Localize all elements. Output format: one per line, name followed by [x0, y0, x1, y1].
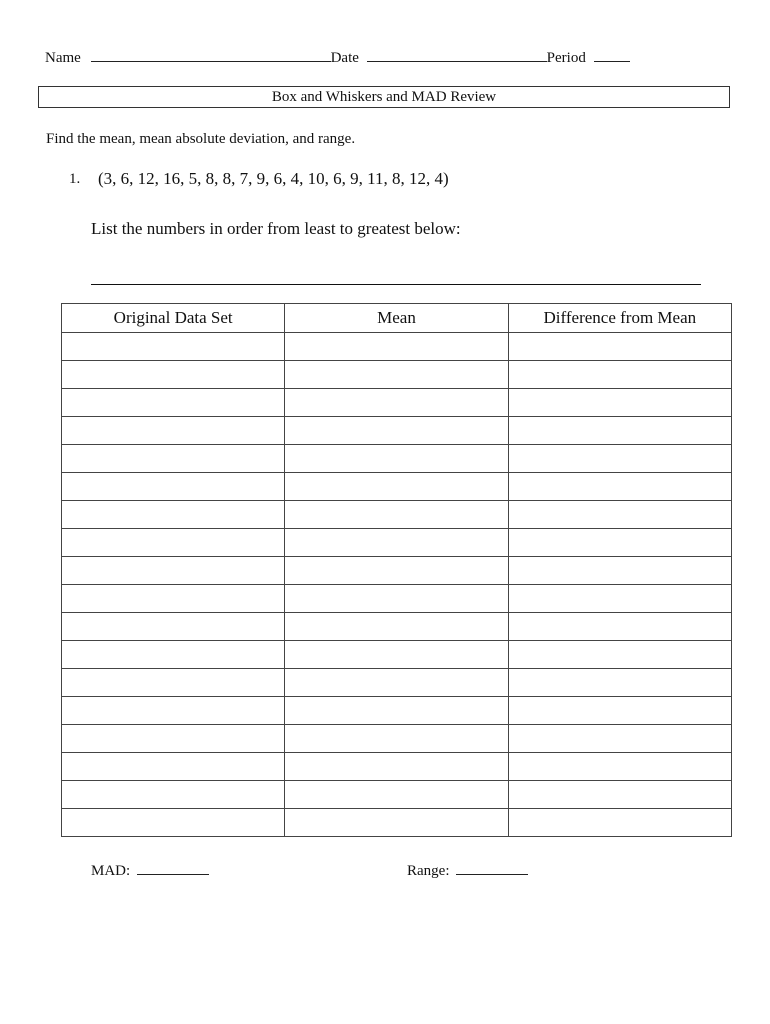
ordered-list-answer-line[interactable] — [91, 284, 701, 285]
cell-original-data-set[interactable] — [62, 585, 285, 613]
cell-difference-from-mean[interactable] — [508, 529, 731, 557]
cell-mean[interactable] — [285, 585, 508, 613]
cell-mean[interactable] — [285, 613, 508, 641]
cell-original-data-set[interactable] — [62, 333, 285, 361]
table-row — [62, 557, 732, 585]
cell-difference-from-mean[interactable] — [508, 669, 731, 697]
cell-difference-from-mean[interactable] — [508, 417, 731, 445]
cell-difference-from-mean[interactable] — [508, 725, 731, 753]
period-label: Period — [546, 50, 586, 66]
cell-mean[interactable] — [285, 389, 508, 417]
table-row — [62, 473, 732, 501]
cell-original-data-set[interactable] — [62, 613, 285, 641]
cell-difference-from-mean[interactable] — [508, 361, 731, 389]
cell-mean[interactable] — [285, 809, 508, 837]
table-row — [62, 809, 732, 837]
table-row — [62, 361, 732, 389]
instructions: Find the mean, mean absolute deviation, and range. — [46, 131, 356, 147]
cell-difference-from-mean[interactable] — [508, 501, 731, 529]
table-row — [62, 417, 732, 445]
period-field[interactable] — [594, 47, 630, 62]
table-row — [62, 529, 732, 557]
cell-mean[interactable] — [285, 753, 508, 781]
cell-difference-from-mean[interactable] — [508, 557, 731, 585]
cell-mean[interactable] — [285, 529, 508, 557]
table-header-row — [62, 304, 732, 333]
cell-mean[interactable] — [285, 557, 508, 585]
cell-mean[interactable] — [285, 445, 508, 473]
table-row — [62, 753, 732, 781]
cell-difference-from-mean[interactable] — [508, 613, 731, 641]
cell-original-data-set[interactable] — [62, 753, 285, 781]
mad-field[interactable] — [137, 860, 209, 875]
cell-original-data-set[interactable] — [62, 389, 285, 417]
cell-original-data-set[interactable] — [62, 697, 285, 725]
cell-difference-from-mean[interactable] — [508, 445, 731, 473]
cell-original-data-set[interactable] — [62, 529, 285, 557]
table-body — [62, 333, 732, 837]
cell-mean[interactable] — [285, 641, 508, 669]
worksheet-title: Box and Whiskers and MAD Review — [38, 86, 730, 108]
cell-mean[interactable] — [285, 697, 508, 725]
cell-difference-from-mean[interactable] — [508, 641, 731, 669]
cell-difference-from-mean[interactable] — [508, 697, 731, 725]
ordering-prompt: List the numbers in order from least to greatest below: — [91, 219, 461, 238]
question-number: 1. — [69, 171, 81, 187]
table-row — [62, 641, 732, 669]
table-row — [62, 613, 732, 641]
cell-difference-from-mean[interactable] — [508, 809, 731, 837]
column-header-difference-from-mean: Difference from Mean — [508, 304, 731, 333]
cell-original-data-set[interactable] — [62, 669, 285, 697]
question-data-set: (3, 6, 12, 16, 5, 8, 8, 7, 9, 6, 4, 10, 6, 9, 11, 8, 12, 4) — [98, 169, 449, 188]
header-fields — [45, 47, 630, 67]
mad-answer — [91, 860, 209, 880]
cell-original-data-set[interactable] — [62, 641, 285, 669]
date-label: Date — [330, 50, 359, 66]
cell-original-data-set[interactable] — [62, 417, 285, 445]
cell-original-data-set[interactable] — [62, 361, 285, 389]
cell-difference-from-mean[interactable] — [508, 333, 731, 361]
cell-original-data-set[interactable] — [62, 557, 285, 585]
cell-original-data-set[interactable] — [62, 445, 285, 473]
table-row — [62, 333, 732, 361]
table-row — [62, 725, 732, 753]
date-field[interactable] — [367, 47, 547, 62]
column-header-original-data-set: Original Data Set — [62, 304, 285, 333]
mad-worksheet-table — [61, 303, 732, 837]
cell-difference-from-mean[interactable] — [508, 781, 731, 809]
table-row — [62, 445, 732, 473]
column-header-mean: Mean — [285, 304, 508, 333]
table-row — [62, 501, 732, 529]
cell-mean[interactable] — [285, 501, 508, 529]
cell-difference-from-mean[interactable] — [508, 389, 731, 417]
range-label: Range: — [407, 863, 450, 879]
cell-original-data-set[interactable] — [62, 473, 285, 501]
table-row — [62, 669, 732, 697]
mad-label: MAD: — [91, 863, 131, 879]
range-answer — [407, 860, 528, 880]
cell-difference-from-mean[interactable] — [508, 753, 731, 781]
table-row — [62, 697, 732, 725]
cell-original-data-set[interactable] — [62, 809, 285, 837]
cell-original-data-set[interactable] — [62, 725, 285, 753]
cell-mean[interactable] — [285, 473, 508, 501]
name-field[interactable] — [91, 47, 331, 62]
table-row — [62, 585, 732, 613]
cell-mean[interactable] — [285, 333, 508, 361]
cell-original-data-set[interactable] — [62, 501, 285, 529]
name-label: Name — [45, 50, 81, 66]
cell-difference-from-mean[interactable] — [508, 585, 731, 613]
cell-mean[interactable] — [285, 361, 508, 389]
cell-mean[interactable] — [285, 781, 508, 809]
cell-mean[interactable] — [285, 417, 508, 445]
cell-mean[interactable] — [285, 669, 508, 697]
range-field[interactable] — [456, 860, 528, 875]
cell-mean[interactable] — [285, 725, 508, 753]
table-row — [62, 781, 732, 809]
table-row — [62, 389, 732, 417]
cell-original-data-set[interactable] — [62, 781, 285, 809]
cell-difference-from-mean[interactable] — [508, 473, 731, 501]
